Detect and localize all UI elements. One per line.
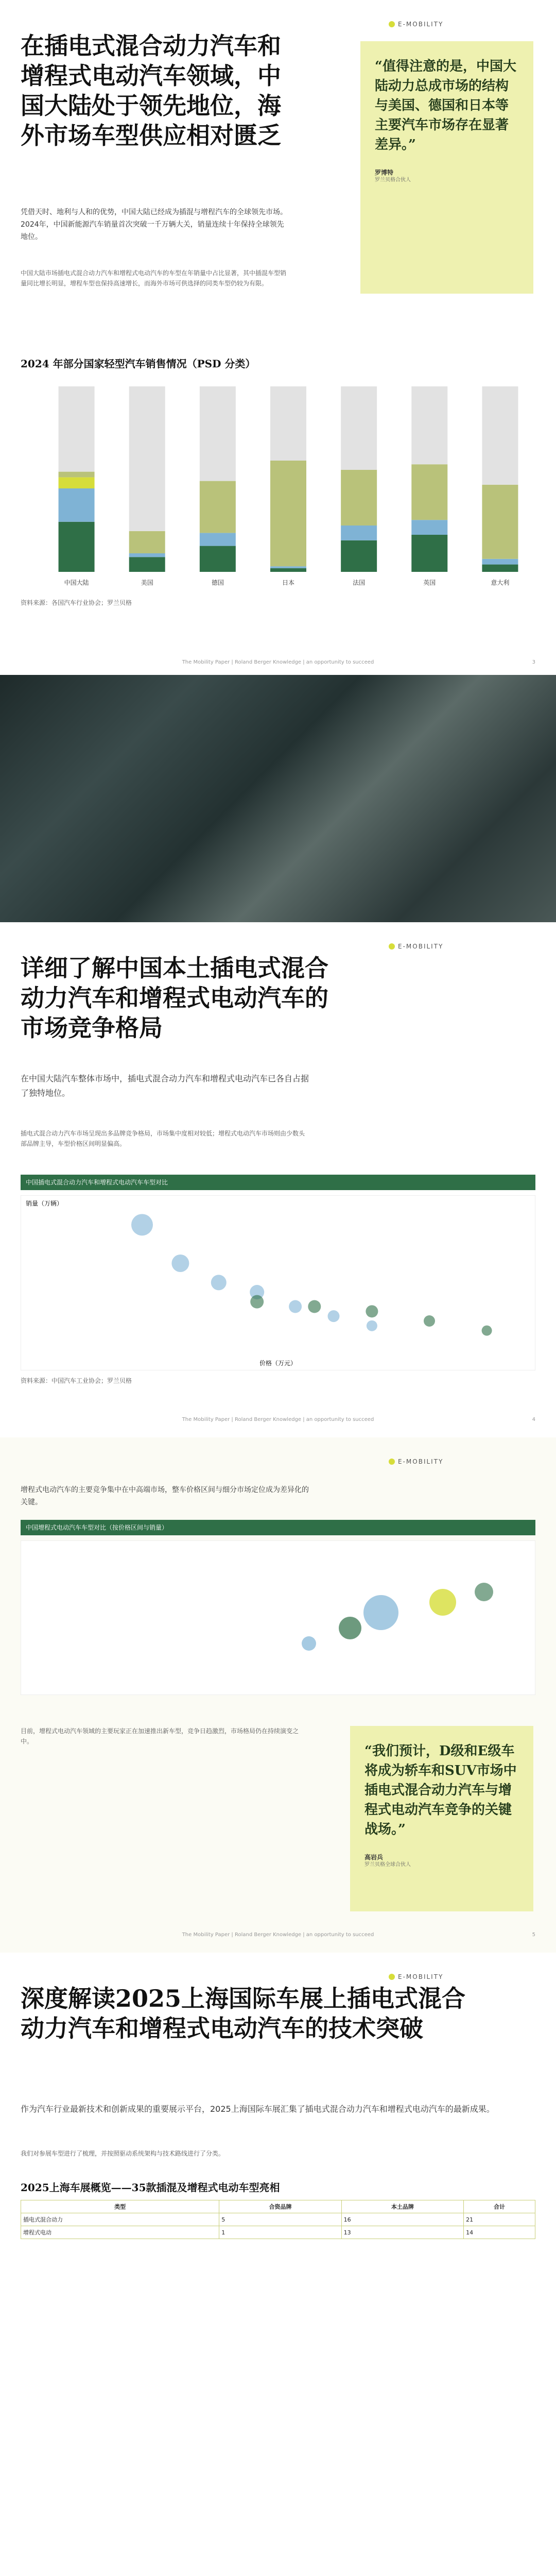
body-paragraph: 中国大陆市场插电式混合动力汽车和增程式电动汽车的车型在年销量中占比显著，其中插混车型销量同比增长明显，增程车型也保持高速增长，而海外市场可供选择的同类车型仍较为有限。 [21,269,287,287]
bar-chart [21,376,535,592]
table-row: 增程式电动 1 13 14 [21,2226,535,2239]
x-tick-label: 日本 [282,579,295,586]
x-tick-label: 英国 [423,579,436,586]
bar-REEV [59,477,95,488]
x-tick-label: 中国大陆 [64,579,89,586]
bar-PHEV [129,553,165,557]
tag-dot-icon [389,1459,395,1465]
body-paragraph: 目前，增程式电动汽车领域的主要玩家正在加速推出新车型，竞争日趋激烈，市场格局仍在持续演变之中。 [21,1727,299,1745]
section-title: 详细了解中国本土插电式混合动力汽车和增程式电动汽车的市场竞争格局 [21,954,328,1042]
point-REEV [250,1295,264,1309]
tag-dot-icon [389,21,395,27]
bar-HEV [482,485,518,559]
section-tag: E-MOBILITY [389,1973,443,1980]
bar-BEV [59,522,95,572]
bubble-chart [21,1540,535,1695]
point-REEV [424,1315,435,1327]
bar-ICE [200,386,236,481]
section-tag: E-MOBILITY [389,1458,443,1465]
intro-paragraph: 增程式电动汽车的主要竞争集中在中高端市场，整车价格区间与细分市场定位成为差异化的关键。 [21,1486,309,1506]
chart-source: 资料来源：中国汽车工业协会；罗兰贝格 [21,1377,132,1384]
point-REEV [366,1305,378,1317]
bar-BEV [200,546,236,572]
x-tick-label: 德国 [211,579,224,586]
bar-HEV [59,472,95,478]
point-REEV [482,1326,492,1336]
point-PHEV [289,1300,302,1313]
bar-ICE [129,386,165,531]
bar-ICE [482,386,518,485]
body-paragraph: 我们对参展车型进行了梳理，并按照驱动系统架构与技术路线进行了分类。 [21,2150,225,2157]
bar-PHEV [482,559,518,565]
point-PHEV [171,1255,189,1272]
page-footer: The Mobility Paper | Roland Berger Knowledge | an opportunity to succeed [182,1932,374,1938]
x-tick-label: 法国 [353,579,366,586]
page-2 [0,922,556,1437]
pull-quote: “我们预计，D级和E级车将成为轿车和SUV市场中插电式混合动力汽车与增程式电动汽车竞争的关键战场。” 高岩兵 罗兰贝格全球合伙人 [350,1726,533,1911]
pull-quote: “值得注意的是，中国大陆动力总成市场的结构与美国、德国和日本等主要汽车市场存在显著差异。” 罗博特 罗兰贝格合伙人 [360,41,533,294]
bar-ICE [341,386,377,470]
bar-HEV [411,464,447,520]
chart-header: 中国插电式混合动力汽车和增程式电动汽车车型对比 [21,1175,535,1190]
x-axis-label: 价格（万元） [259,1360,297,1367]
bar-HEV [129,531,165,553]
bar-BEV [482,565,518,572]
chart-title: 2024 年部分国家轻型汽车销售情况（PSD 分类） [21,358,256,370]
page-3 [0,1437,556,1953]
bar-HEV [270,461,306,566]
photo-tetrapods [0,675,556,922]
overview-table: 类型 合资品牌 本土品牌 合计 插电式混合动力 5 16 21 增程式电动 1 13 14 [21,2200,535,2239]
page-number: 4 [532,1417,535,1422]
page-footer: The Mobility Paper | Roland Berger Knowledge | an opportunity to succeed [182,1417,374,1422]
intro-paragraph: 作为汽车行业最新技术和创新成果的重要展示平台，2025上海国际车展汇集了插电式混合动力汽车和增程式电动汽车的最新成果。 [21,2104,495,2114]
point-PHEV [367,1320,377,1331]
bar-PHEV [200,533,236,546]
table-row: 插电式混合动力 5 16 21 [21,2213,535,2226]
bar-ICE [270,386,306,461]
page-1 [0,0,556,675]
section-title: 深度解读2025上海国际车展上插电式混合动力汽车和增程式电动汽车的技术突破 [21,1985,466,2042]
page-number: 5 [532,1932,535,1938]
tag-dot-icon [389,1974,395,1980]
page-number: 3 [532,659,535,665]
bar-PHEV [59,488,95,522]
bar-ICE [59,386,95,472]
scatter-chart [21,1195,535,1370]
y-axis-label: 销量（万辆） [26,1200,63,1207]
page-footer: The Mobility Paper | Roland Berger Knowledge | an opportunity to succeed [182,659,374,665]
bar-BEV [129,557,165,572]
point-PHEV [328,1310,340,1322]
body-paragraph: 插电式混合动力汽车市场呈现出多品牌竞争格局，市场集中度相对较低；增程式电动汽车市场则由少数头部品牌主导，车型价格区间明显偏高。 [21,1130,305,1147]
bar-HEV [341,470,377,526]
page-4 [0,1953,556,2576]
bar-BEV [341,540,377,572]
plot-area [21,1195,535,1370]
tag-dot-icon [389,943,395,950]
bar-HEV [200,481,236,533]
chart-header: 中国增程式电动汽车车型对比（按价格区间与销量） [21,1520,535,1535]
point-PHEV [211,1275,227,1290]
bar-ICE [411,386,447,464]
point-REEV [308,1300,321,1313]
section-tag: E-MOBILITY [389,943,443,950]
intro-paragraph: 凭借天时、地利与人和的优势，中国大陆已经成为插混与增程汽车的全球领先市场。2024年，中国新能源汽车销量首次突破一千万辆大关，销量连续十年保持全球领先地位。 [21,208,287,241]
intro-paragraph: 在中国大陆汽车整体市场中，插电式混合动力汽车和增程式电动汽车已各自占据了独特地位。 [21,1074,309,1098]
x-tick-label: 美国 [141,579,153,586]
section-tag: E-MOBILITY [389,21,443,28]
bar-PHEV [341,526,377,540]
point-PHEV [131,1214,153,1235]
chart-source: 资料来源：各国汽车行业协会；罗兰贝格 [21,599,132,606]
bar-BEV [270,568,306,572]
table-title: 2025上海车展概览——35款插混及增程式电动车型亮相 [21,2181,280,2194]
page-title: 在插电式混合动力汽车和增程式电动汽车领域，中国大陆处于领先地位，海外市场车型供应相对匮乏 [21,32,281,149]
bar-PHEV [411,520,447,535]
bar-BEV [411,535,447,572]
x-tick-label: 意大利 [491,579,510,586]
bar-PHEV [270,566,306,568]
